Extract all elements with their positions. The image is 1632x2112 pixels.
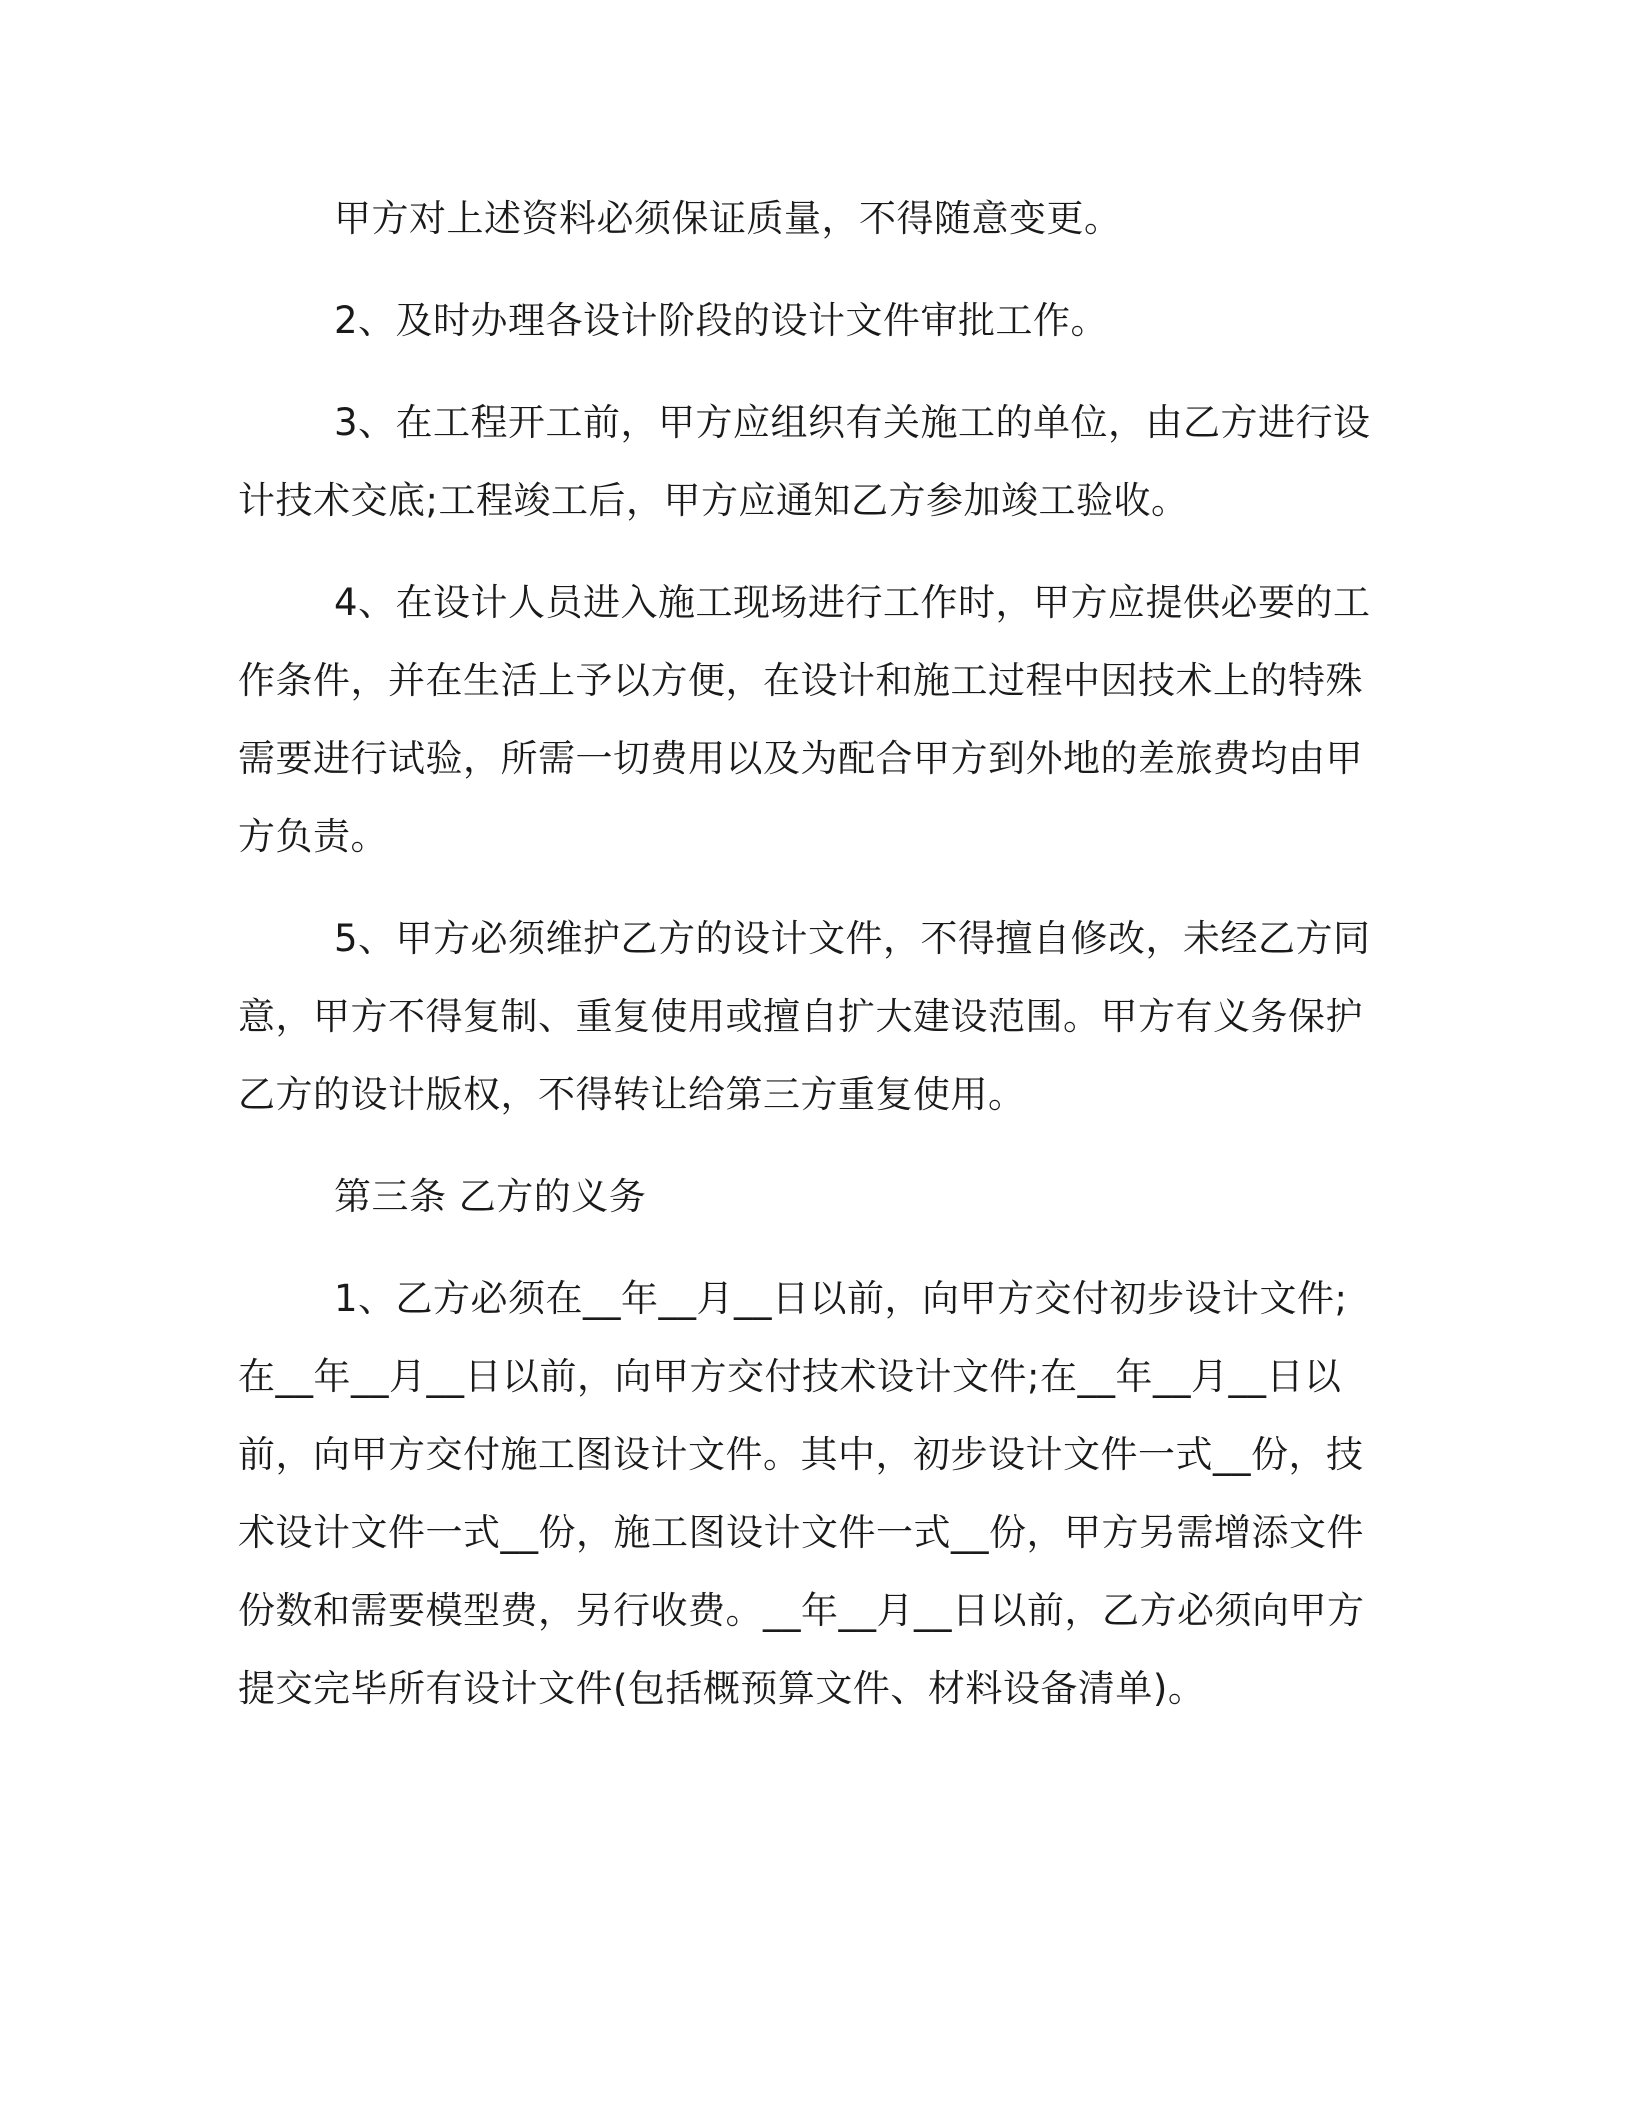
paragraph-item-5: 5、甲方必须维护乙方的设计文件，不得擅自修改，未经乙方同意，甲方不得复制、重复使用或擅自扩大建设范围。甲方有义务保护乙方的设计版权，不得转让给第三方重复使用。 [238,917,1371,1116]
paragraph-obligation-1: 1、乙方必须在__年__月__日以前，向甲方交付初步设计文件;在__年__月__日以前，向甲方交付技术设计文件;在__年__月__日以前，向甲方交付施工图设计文件。其中，初步设计文件一式__份，技术设计文件一式__份，施工图设计文件一式__份，甲方另需增添文件份数和需要模型费，另行收费。__年__月__日以前，乙方必须向甲方提交完毕所有设计文件(包括概预算文件、材料设备清单)。 [238,1277,1365,1710]
paragraph-item-4: 4、在设计人员进入施工现场进行工作时，甲方应提供必要的工作条件，并在生活上予以方便，在设计和施工过程中因技术上的特殊需要进行试验，所需一切费用以及为配合甲方到外地的差旅费均由甲方负责。 [238,581,1371,858]
paragraph-quality-guarantee: 甲方对上述资料必须保证质量，不得随意变更。 [334,197,1122,240]
document-body [238,180,1378,1728]
paragraph-item-3: 3、在工程开工前，甲方应组织有关施工的单位，由乙方进行设计技术交底;工程竣工后，甲方应通知乙方参加竣工验收。 [238,401,1371,522]
paragraph-item-2: 2、及时办理各设计阶段的设计文件审批工作。 [334,299,1109,342]
section-heading-article-3: 第三条 乙方的义务 [334,1175,647,1218]
